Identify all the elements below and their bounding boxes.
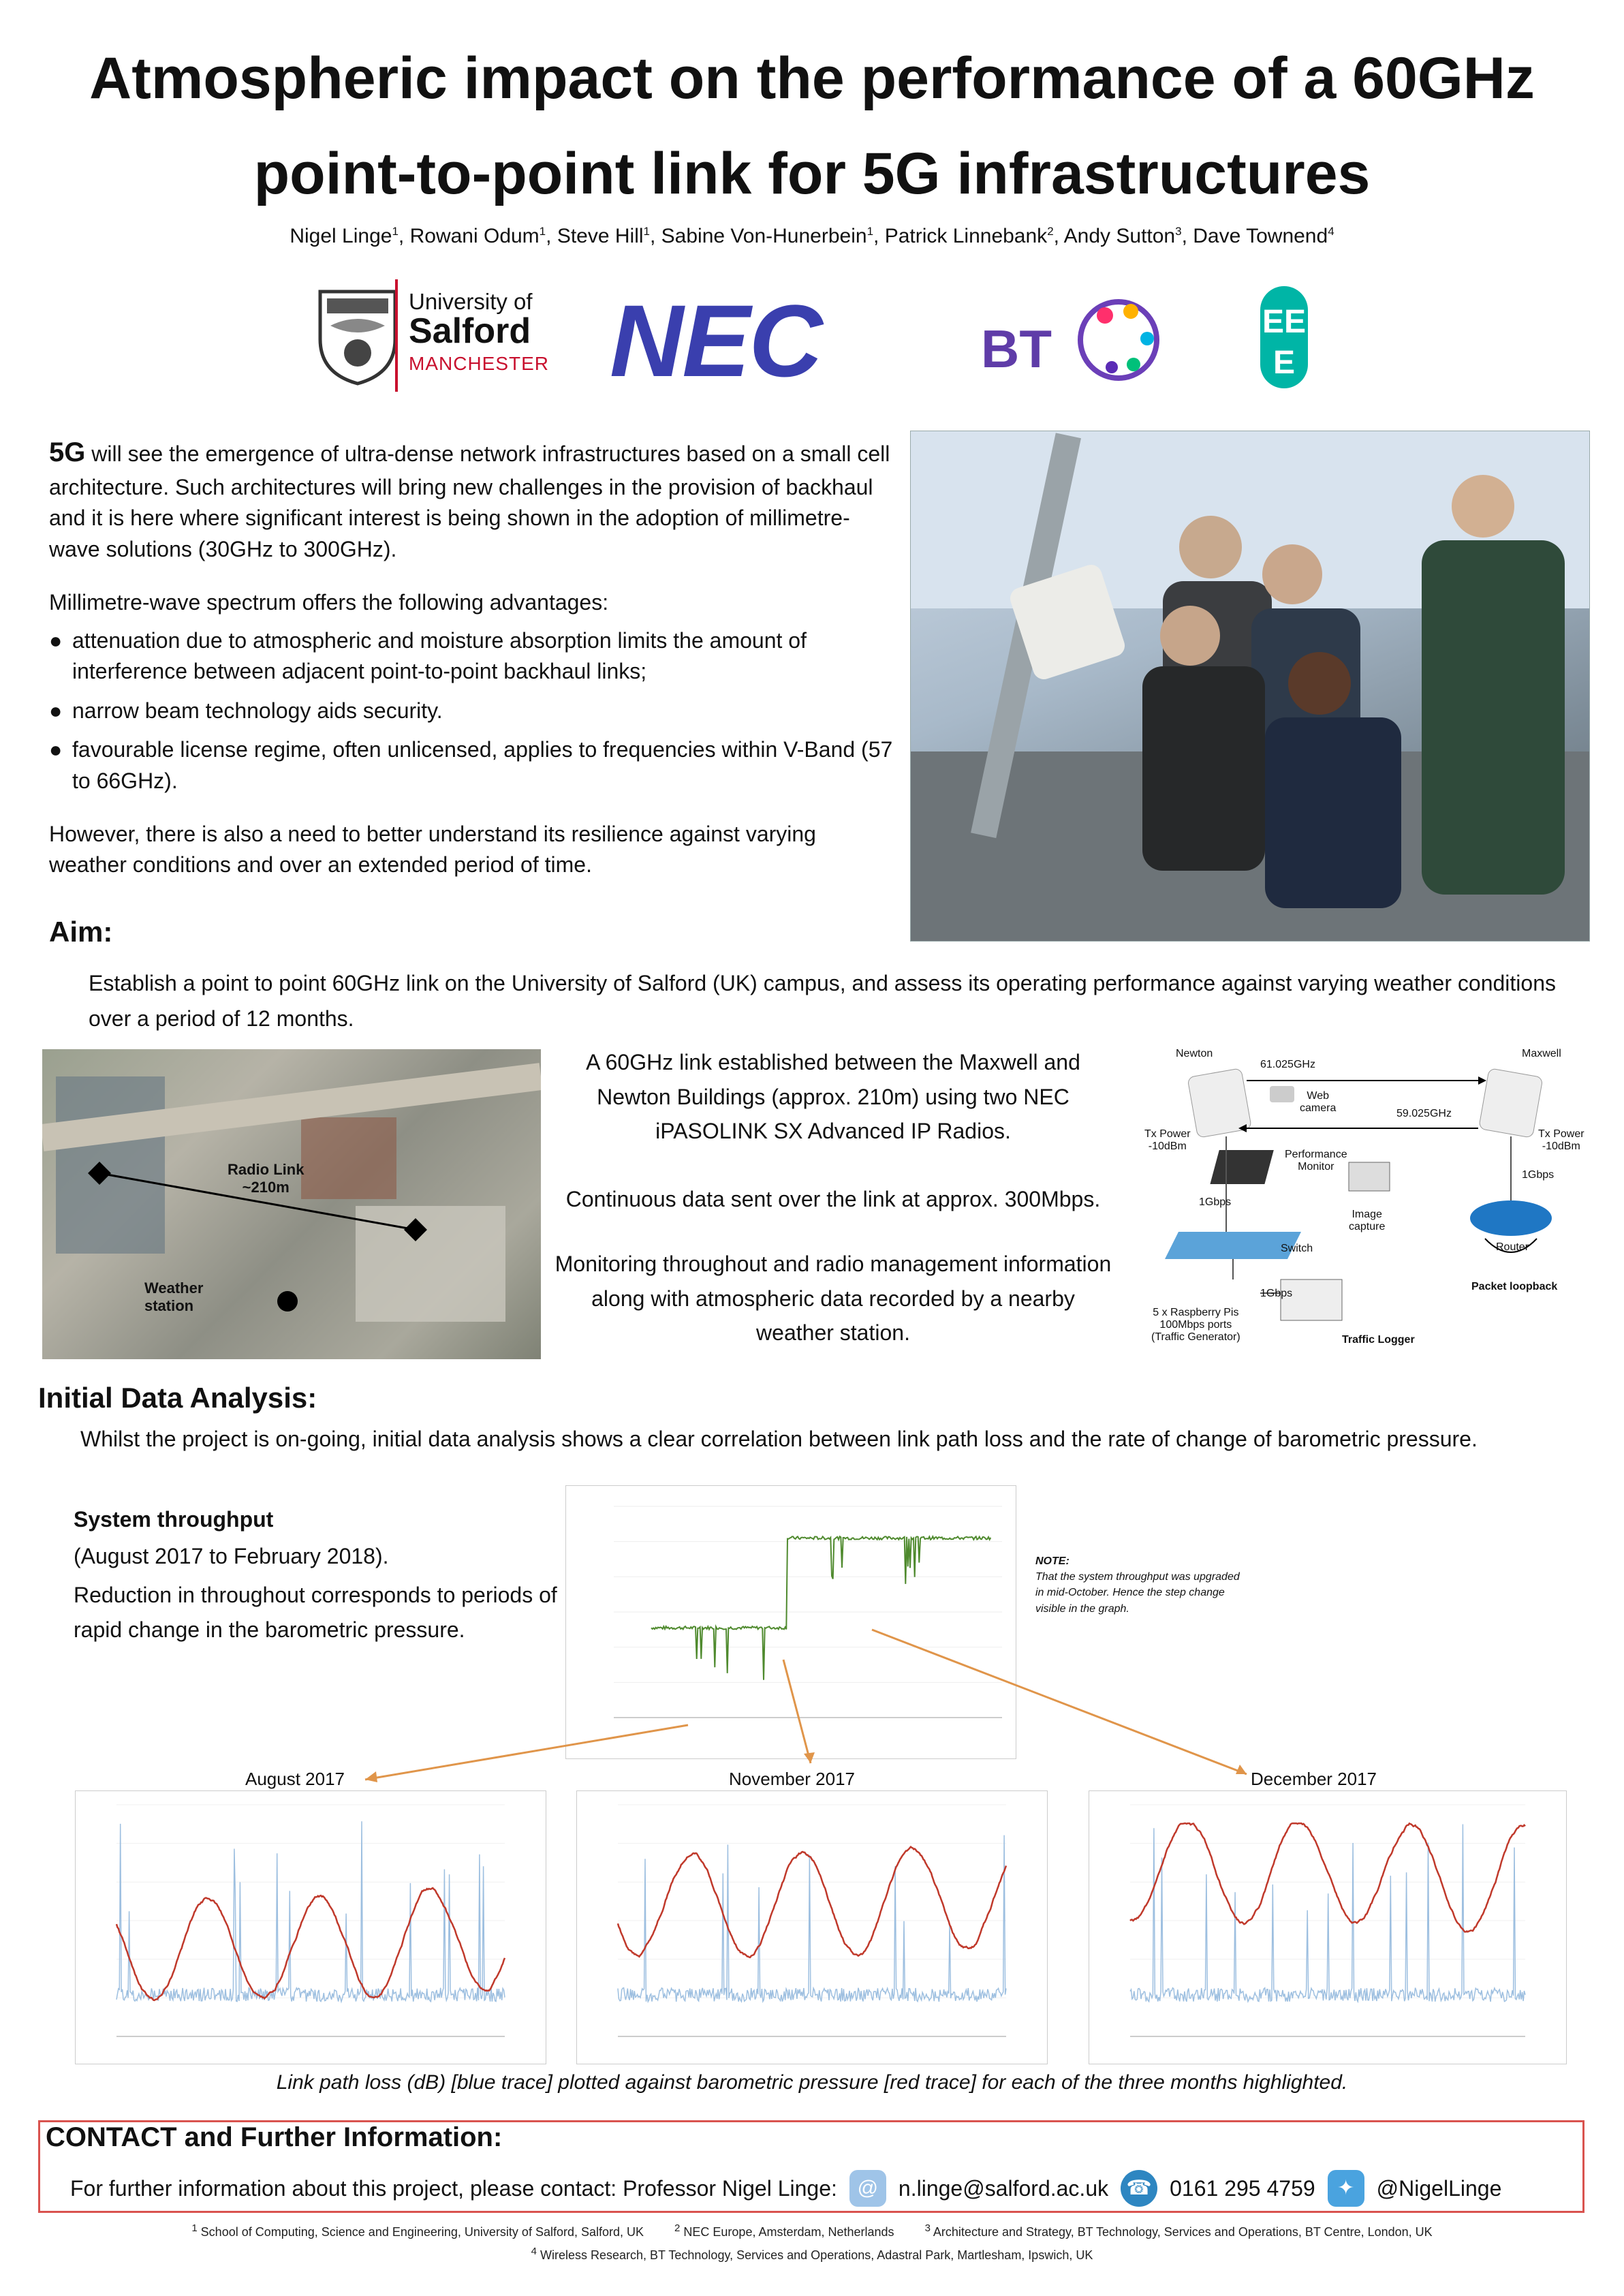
list-item: ● narrow beam technology aids security. — [49, 698, 443, 723]
analysis-heading: Initial Data Analysis: — [38, 1382, 317, 1414]
pressure-line — [618, 1847, 1006, 1957]
phone-icon: ☎ — [1121, 2170, 1157, 2207]
setup-p3: Monitoring throughout and radio management information along with atmospheric data recorded by a nearby weather station. — [555, 1252, 1112, 1346]
footnotes-line1: $^1$ School of Computing, Science and Engineering, University of Salford, Salford, UK $^2$ NEC Europe, Amsterdam, Netherlands $^3$ Architecture and Strategy, BT Technology, Services and Operations, BT Centre, London, UK — [191, 2222, 1433, 2239]
chart-august-2017 — [75, 1790, 546, 2064]
charts-caption: Link path loss (dB) [blue trace] plotted against barometric pressure [red trace] for each of the three months highlighted. — [276, 2071, 1348, 2094]
month-label-november: November 2017 — [729, 1769, 855, 1789]
contact-heading: CONTACT and Further Information: — [46, 2122, 503, 2152]
setup-p2: Continuous data sent over the link at approx. 300Mbps. — [565, 1187, 1101, 1211]
salford-logo: University of Salford MANCHESTER — [313, 279, 545, 395]
author-list: Nigel Linge$^1$, Rowani Odum$^1$, Steve Hill$^1$, Sabine Von-Hunerbein$^1$, Patrick Linnebank$^2$, Andy Sutton$^3$, Dave Townend$^4$ — [290, 225, 1334, 247]
list-item: ● attenuation due to atmospheric and moisture absorption limits the amount of interference between adjacent point-to-point backhaul links; — [49, 628, 807, 684]
throughput-heading: System throughput — [74, 1507, 274, 1532]
advantages-lead: Millimetre-wave spectrum offers the following advantages: — [49, 590, 609, 615]
chart-november-2017 — [576, 1790, 1048, 2064]
network-diagram: Newton Maxwell 61.025GHz 59.025GHz Web camera Tx Power -10dBm Tx Power -10dBm Performance Monitor 1Gbps 1Gbps Image capture Switch Router Packet loopback 1Gbps 5 x Raspberry Pis 100Mbps ports (Traffic Generator) Traffic Logger — [1144, 1048, 1584, 1346]
throughput-description: Reduction in throughout corresponds to periods of rapid change in the barometric pressure. — [74, 1583, 557, 1643]
email-link[interactable]: n.linge@salford.ac.uk — [898, 2175, 1109, 2201]
setup-p1: A 60GHz link established between the Maxwell and Newton Buildings (approx. 210m) using two NEC iPASOLINK SX Advanced IP Radios. — [586, 1050, 1080, 1144]
throughput-note: NOTE: That the system throughput was upgraded in mid-October. Hence the step change visible in the graph. — [1035, 1555, 1240, 1615]
aim-text: Establish a point to point 60GHz link on the University of Salford (UK) campus, and assess its operating performance against varying weather conditions over a period of 12 months. — [89, 971, 1556, 1031]
twitter-handle[interactable]: @NigelLinge — [1376, 2175, 1502, 2201]
list-item: ● favourable license regime, often unlicensed, applies to frequencies within V-Band (57 to 66GHz). — [49, 737, 893, 793]
intro-paragraph: 5G will see the emergence of ultra-dense network infrastructures based on a small cell architecture. Such architectures will bring new challenges in the provision of backhaul and it is here where significant interest is being shown in the adoption of millimetre-wave solutions (30GHz to 300GHz). — [49, 437, 890, 561]
svg-text:EE: EE — [1262, 304, 1307, 340]
footnotes-line2: $^4$ Wireless Research, BT Technology, Services and Operations, Adastral Park, Martlesham, Ipswich, UK — [531, 2246, 1093, 2262]
aim-heading: Aim: — [49, 916, 113, 948]
nec-logo: NEC — [610, 283, 822, 398]
phone-number[interactable]: 0161 295 4759 — [1170, 2175, 1315, 2201]
month-label-august: August 2017 — [245, 1769, 345, 1789]
pressure-line — [116, 1888, 505, 2000]
email-icon: @ — [849, 2170, 886, 2207]
svg-text:E: E — [1272, 345, 1296, 381]
bt-logo: BT — [981, 310, 1165, 399]
path-loss-line — [1130, 1825, 1525, 2002]
resilience-paragraph: However, there is also a need to better understand its resilience against varying weather conditions and over an extended period of time. — [49, 822, 816, 878]
month-label-december: December 2017 — [1251, 1769, 1377, 1789]
weather-station-label: Weather station — [144, 1279, 204, 1314]
twitter-bird-icon: ✦ — [1328, 2170, 1364, 2207]
poster-title-line2: point-to-point link for 5G infrastructures — [253, 141, 1371, 206]
throughput-period: (August 2017 to February 2018). — [74, 1544, 389, 1568]
contact-line: For further information about this project, please contact: Professor Nigel Linge: @ n.linge@salford.ac.uk ☎ 0161 295 4759 ✦ @NigelLinge — [70, 2170, 1501, 2207]
contact-box — [38, 2120, 1584, 2213]
radio-link-label: Radio Link ~210m — [228, 1161, 304, 1196]
poster-title-line1: Atmospheric impact on the performance of a 60GHz — [89, 46, 1535, 111]
chart-december-2017 — [1089, 1790, 1567, 2064]
analysis-text: Whilst the project is on-going, initial data analysis shows a clear correlation between link path loss and the rate of change of barometric pressure. — [80, 1427, 1478, 1451]
